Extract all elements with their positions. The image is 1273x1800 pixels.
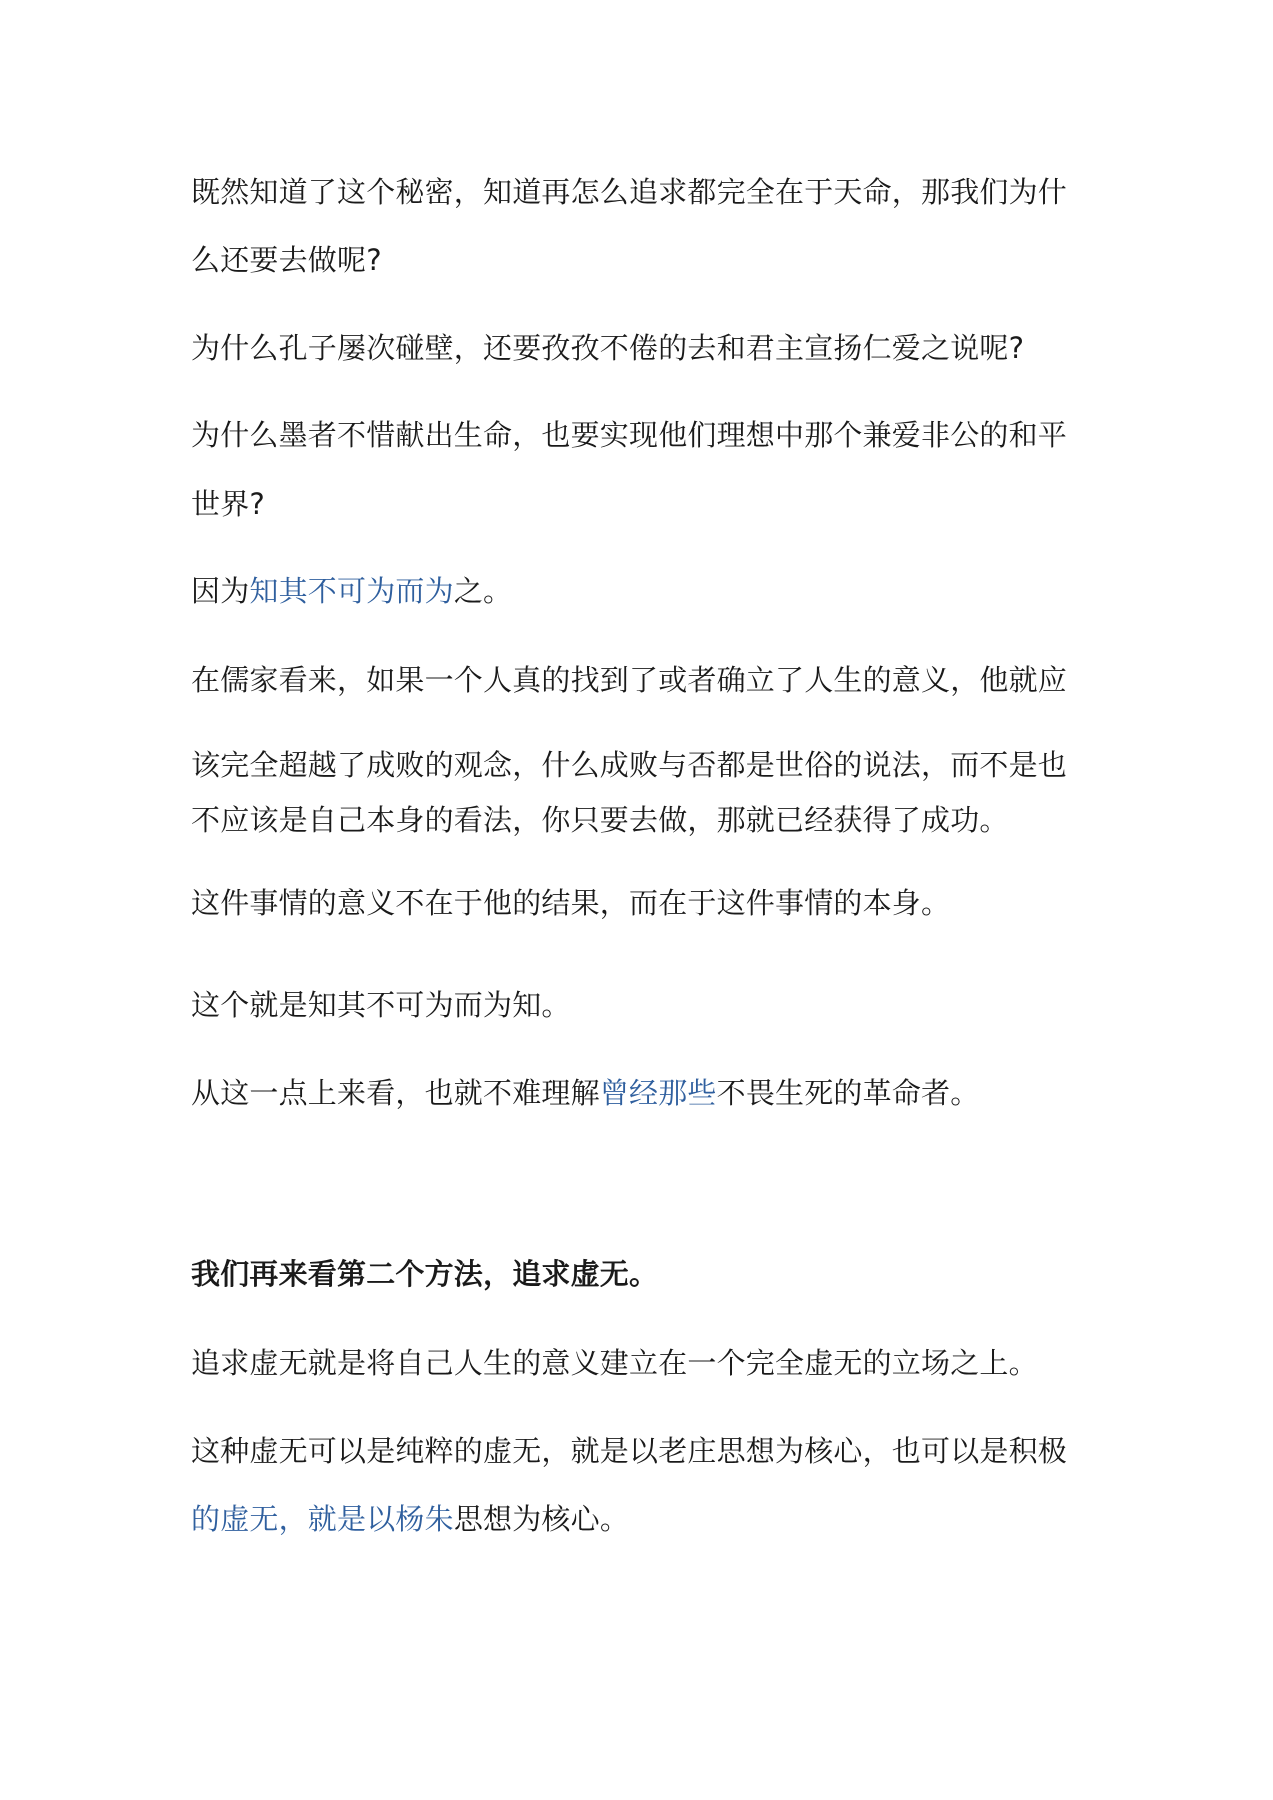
paragraph-5-line-3: 不应该是自己本身的看法，你只要去做，那就已经获得了成功。 [191, 803, 1009, 837]
paragraph-2: 为什么孔子屡次碰壁，还要孜孜不倦的去和君主宣扬仁爱之说呢? [191, 331, 1025, 365]
paragraph-5-line-1: 在儒家看来，如果一个人真的找到了或者确立了人生的意义，他就应 [191, 663, 1068, 697]
paragraph-8-prefix: 从这一点上来看，也就不难理解 [191, 1076, 600, 1110]
section-heading: 我们再来看第二个方法，追求虚无。 [191, 1257, 659, 1291]
paragraph-8 [191, 1073, 1091, 1113]
paragraph-7: 这个就是知其不可为而为知。 [191, 988, 571, 1022]
paragraph-10-link[interactable]: 的虚无，就是以杨朱 [191, 1502, 454, 1536]
paragraph-4 [191, 571, 1091, 611]
paragraph-9: 追求虚无就是将自己人生的意义建立在一个完全虚无的立场之上。 [191, 1346, 1038, 1380]
paragraph-3-line-2: 世界? [191, 487, 265, 521]
paragraph-1-line-2: 么还要去做呢? [191, 243, 382, 277]
paragraph-10-suffix: 思想为核心。 [453, 1502, 630, 1536]
paragraph-4-prefix: 因为 [191, 574, 250, 608]
paragraph-6: 这件事情的意义不在于他的结果，而在于这件事情的本身。 [191, 886, 951, 920]
paragraph-3-line-1: 为什么墨者不惜献出生命，也要实现他们理想中那个兼爱非公的和平 [191, 418, 1068, 452]
paragraph-8-link[interactable]: 曾经那些 [599, 1076, 717, 1110]
paragraph-4-link[interactable]: 知其不可为而为 [249, 574, 454, 608]
paragraph-4-suffix: 之。 [453, 574, 513, 608]
paragraph-8-suffix: 不畏生死的革命者。 [716, 1076, 980, 1110]
paragraph-5-line-2: 该完全超越了成败的观念，什么成败与否都是世俗的说法，而不是也 [191, 748, 1068, 782]
paragraph-1-line-1: 既然知道了这个秘密，知道再怎么追求都完全在于天命，那我们为什 [191, 175, 1068, 209]
paragraph-10-line-1: 这种虚无可以是纯粹的虚无，就是以老庄思想为核心，也可以是积极 [191, 1434, 1068, 1468]
paragraph-10-line-2 [191, 1499, 1091, 1539]
